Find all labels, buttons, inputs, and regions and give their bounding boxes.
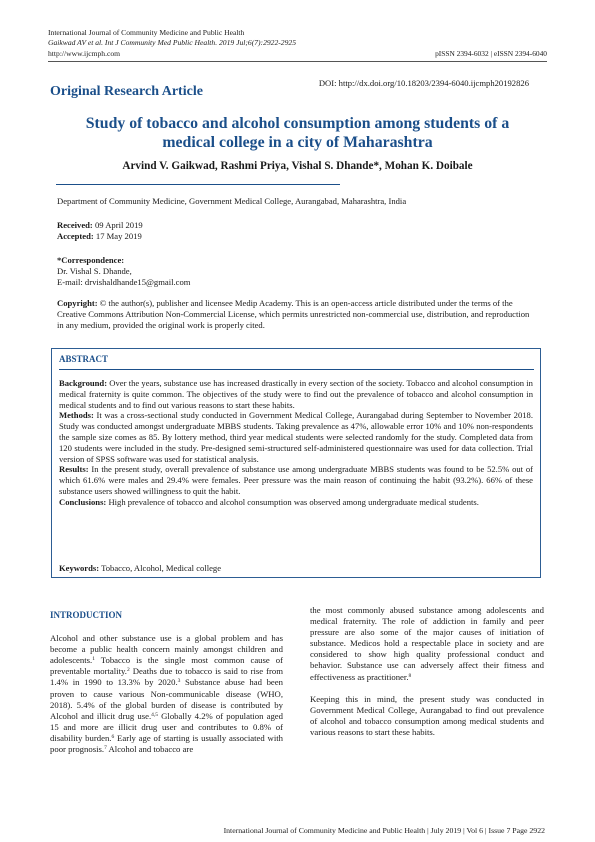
issn: pISSN 2394-6032 | eISSN 2394-6040 <box>435 49 547 58</box>
journal-name: International Journal of Community Medicine and Public Health <box>48 28 245 37</box>
intro-text: Early age of starting is usually associated with poor prognosis. <box>50 732 284 755</box>
doi[interactable]: DOI: http://dx.doi.org/10.18203/2394-6040.ijcmph20192826 <box>318 78 529 88</box>
copyright-text: © the author(s), publisher and licensee Medip Academy. This is an open-access article distributed under the terms of the Creative Commons Attribution Non-Commercial License, which permits unrestricted non-commercial use, distribution, and reproduction in any medium, provided the original work is properly cited. <box>57 298 530 330</box>
intro-text: the most commonly abused substance among adolescents and medical fraternity. The role of addiction in family and peer pressure are also some of the major causes of initiation of substance. Medicos hold a respectable place in society and are considered to show high quality professional conduct and behavior. Substance use can adversely affect their fitness and effectiveness as practitioner. <box>310 605 544 682</box>
accepted-value: 17 May 2019 <box>95 231 142 241</box>
citation-ref[interactable]: 7 <box>104 745 107 752</box>
keywords <box>59 563 221 573</box>
affiliation: Department of Community Medicine, Government Medical College, Aurangabad, Maharashtra, India <box>57 196 407 206</box>
authors-divider <box>56 184 340 185</box>
correspondence-label: *Correspondence: <box>57 255 125 265</box>
abstract-conclusions <box>59 497 533 508</box>
citation-ref[interactable]: 6 <box>111 733 115 740</box>
results-label: Results: <box>59 464 89 475</box>
background-label: Background: <box>59 378 108 388</box>
intro-text: Tobacco is the single most common cause of preventable mortality. <box>50 655 283 677</box>
correspondence-email[interactable]: E-mail: drvishaldhande15@gmail.com <box>57 277 191 287</box>
abstract-body <box>59 378 533 508</box>
intro-text: Alcohol and other substance use is a global problem and has become a public health concern mainly amongst children and adolescents. <box>50 633 283 666</box>
intro-text: Deaths due to tobacco is said to rise from 1.4% in 1990 to 13.3% by 2020. <box>50 666 283 688</box>
abstract-background <box>59 378 533 410</box>
intro-paragraph-1 <box>50 633 283 755</box>
background-text: Over the years, substance use has increased drastically in every section of the society. Tobacco and alcohol consumption in medical fraternity is quite common. The objectives of the study were to find out the prevalence of tobacco and alcohol consumption in medical students and to find out various reasons to start these habits. <box>59 378 533 410</box>
citation-ref[interactable]: 8 <box>408 672 412 679</box>
abstract-methods <box>59 410 533 464</box>
citation-ref[interactable]: 1 <box>92 656 95 663</box>
received-label: Received: <box>57 220 93 230</box>
conclusions-label: Conclusions: <box>59 496 107 507</box>
received-date <box>57 220 143 231</box>
page-footer: International Journal of Community Medicine and Public Health | July 2019 | Vol 6 | Issue 7 Page 2922 <box>223 826 545 835</box>
citation-ref[interactable]: 4,5 <box>151 711 158 718</box>
copyright <box>57 298 537 331</box>
keywords-label: Keywords: <box>59 563 100 573</box>
paragraph-gap <box>310 683 544 694</box>
intro-text: Alcohol and tobacco are <box>106 744 194 755</box>
authors: Arvind V. Gaikwad, Rashmi Priya, Vishal S. Dhande*, Mohan K. Doibale <box>122 160 473 172</box>
article-title: Study of tobacco and alcohol consumption among students of a medical college in a city of Maharashtra <box>85 115 510 151</box>
abstract-results <box>59 464 533 496</box>
citation: Gaikwad AV et al. Int J Community Med Public Health. 2019 Jul;6(7):2922-2925 <box>48 38 296 47</box>
conclusions-text: High prevalence of tobacco and alcohol consumption was observed among undergraduate medical students. <box>108 496 479 507</box>
citation-ref[interactable]: 3 <box>177 678 181 685</box>
intro-text: Globally 4.2% of population aged 15 and more are illicit drug user and contributes to 0.8% of disability burden. <box>50 710 284 743</box>
journal-url[interactable]: http://www.ijcmph.com <box>48 49 121 58</box>
correspondence-name: Dr. Vishal S. Dhande, <box>57 266 132 276</box>
received-value: 09 April 2019 <box>94 220 143 230</box>
left-column <box>50 610 283 755</box>
keywords-text: Tobacco, Alcohol, Medical college <box>101 563 222 573</box>
copyright-label: Copyright: <box>57 298 98 308</box>
accepted-date <box>57 231 142 242</box>
intro-paragraph-3: Keeping this in mind, the present study was conducted in Government Medical College, Aurangabad to find out prevalence of alcohol and tobacco consumption among medical students and various reasons to start these habits. <box>310 693 544 737</box>
article-type: Original Research Article <box>50 84 203 99</box>
results-text: In the present study, overall prevalence of substance use among undergraduate MBBS students was found to be 52.5% out of which 61.6% were males and 29.4% were females. Peer pressure was the main reason of continuing the habit (93.2%). 66% of these substance users showed willingness to quit the habit. <box>59 464 533 496</box>
intro-text: Substance abuse had been proven to cause various Non-communicable disease (WHO, 2018). 5.4% of the global burden of disease is contributed by Alcohol and illicit drug use. <box>50 677 283 721</box>
introduction-heading: INTRODUCTION <box>50 610 123 620</box>
accepted-label: Accepted: <box>57 231 94 241</box>
right-column <box>310 605 544 738</box>
abstract-heading: ABSTRACT <box>59 354 109 364</box>
intro-paragraph-2 <box>310 605 544 683</box>
citation-ref[interactable]: 2 <box>126 667 130 674</box>
header-divider <box>48 61 547 62</box>
abstract-divider <box>59 369 534 370</box>
methods-text: It was a cross-sectional study conducted in Government Medical College, Aurangabad during September to November 2018. Study was conducted amongst undergraduate MBBS students. Taking prevalence as 47%, allowable error 10% and 10% non-respondents the sample size comes as 85. By lottery method, third year medical students were selected randomly for the study. Completed data from 120 students were included in the study. Pre-designed semi-structured self-administered questionnaire was used for data collection. Trial version of SPSS software was used for statistical analysis. <box>59 410 533 464</box>
methods-label: Methods: <box>59 410 94 421</box>
